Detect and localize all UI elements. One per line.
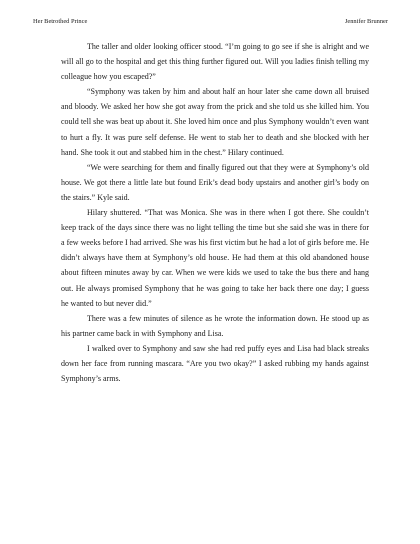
author-name: Jennifer Brunner (344, 18, 388, 25)
paragraph: Hilary shuttered. “That was Monica. She was in there when I got there. She couldn’t keep track of the days since there was no light telling the time but she said she was in there for a few weeks before I had arrived. She was his first victim but he had a lot of girls before me. He didn’t always have them at Symphony’s old house. He had them at this old abandoned house about fifteen minutes away by car. When we were kids we used to take the bus there and hang out. He always promised Symphony that he was going to take her back there one day; I guess he wanted to but never did.” (61, 208, 369, 308)
book-title: Her Betrothed Prince (33, 18, 88, 25)
paragraph: There was a few minutes of silence as he wrote the information down. He stood up as his partner came back in with Symphony and Lisa. (61, 313, 369, 338)
paragraph: “We were searching for them and finally figured out that they were at Symphony’s old house. We got there a little late but found Erik’s dead body upstairs and another girl’s body on the stairs.” Kyle said. (61, 162, 369, 202)
page-header (33, 17, 388, 27)
page-body (61, 39, 369, 386)
paragraph: I walked over to Symphony and saw she had red puffy eyes and Lisa had black streaks down her face from running mascara. “Are you two okay?” I asked rubbing my hands against Symphony’s arms. (61, 343, 369, 384)
paragraph: “Symphony was taken by him and about half an hour later she came down all bruised and bloody. We asked her how she got away from the prick and she told us she killed him. You could tell she was beat up about it. She loved him once and plus Symphony wouldn’t even want to hurt a fly. It was pure self defense. He went to stab her to death and she blocked with her hand. She took it out and stabbed him in the chest.” Hilary continued. (61, 87, 369, 157)
paragraph: The taller and older looking officer stood. “I’m going to go see if she is alright and we will all go to the hospital and get this thing further figured out. Will you ladies finish telling my colleague how you escaped?” (61, 42, 369, 82)
